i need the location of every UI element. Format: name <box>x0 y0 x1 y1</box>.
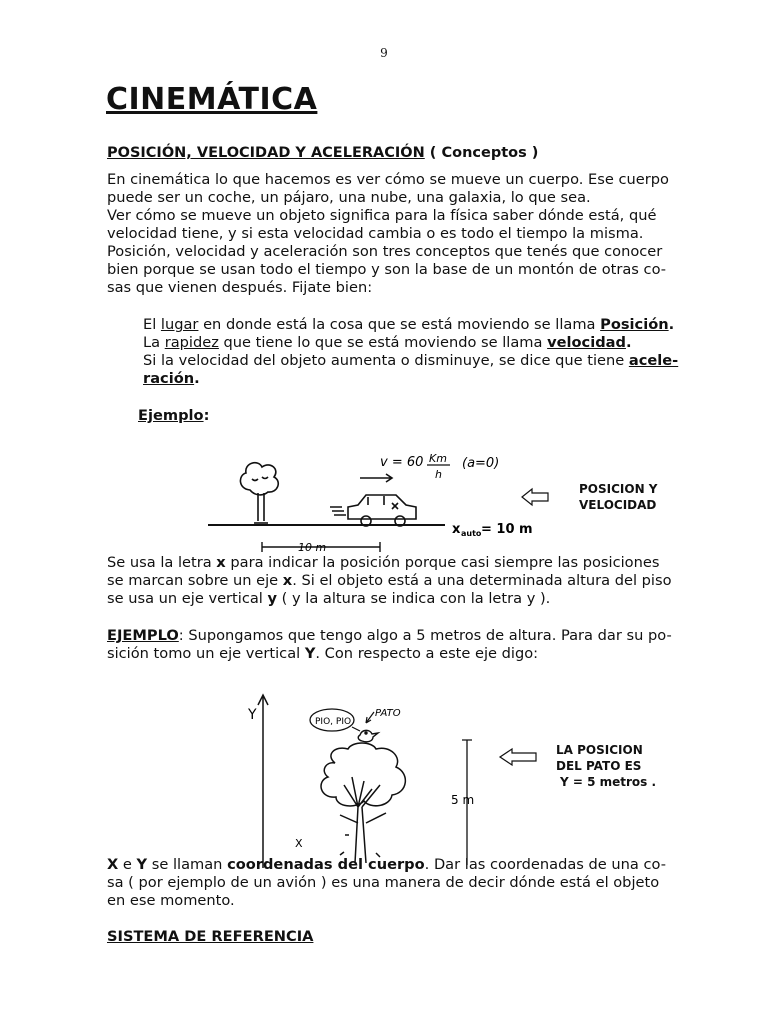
letter-y: y <box>267 590 278 607</box>
text: se llaman <box>147 856 228 873</box>
figure1-caption <box>579 481 658 513</box>
y-axis-arrow <box>258 695 268 868</box>
x-auto-value: = 10 m <box>481 522 533 537</box>
duck-icon <box>358 730 378 741</box>
example-heading: EJEMPLO <box>107 627 179 644</box>
text: . Dar las coordenadas de una co- <box>424 856 666 873</box>
concept-keyword: lugar <box>160 316 199 333</box>
concept-acceleration <box>143 352 703 370</box>
x-auto-subscript: auto <box>461 529 482 538</box>
concept-text: Si la velocidad del objeto aumenta o disminuye, se dice que tiene <box>143 352 629 369</box>
page-title: CINEMÁTICA <box>106 82 318 117</box>
intro-line-1: En cinemática lo que hacemos es ver cómo se mueve un cuerpo. Ese cuerpo <box>107 171 669 188</box>
duck-label: PATO <box>375 708 401 719</box>
figure2-caption-line1: LA POSICION <box>556 743 643 757</box>
text: ( y la altura se indica con la letra y ). <box>277 590 551 607</box>
letter-y: Y <box>136 856 148 873</box>
example-paragraph <box>107 627 697 663</box>
acceleration-note: (a=0) <box>462 456 500 471</box>
intro-paragraph <box>107 171 697 297</box>
velocity-value: v = 60 <box>380 455 424 470</box>
velocity-unit-h: h <box>435 468 442 481</box>
coord-para-line-2: sa ( por ejemplo de un avión ) es una manera de decir dónde está el objeto <box>107 874 660 891</box>
page-number: 9 <box>380 46 388 60</box>
coord-para-line-3: en ese momento. <box>107 892 235 909</box>
x-auto-symbol: x <box>452 522 461 537</box>
example-para-line-1 <box>107 627 697 645</box>
letter-x: x <box>282 572 293 589</box>
axis-para-line-1 <box>107 554 697 572</box>
letter-x: X <box>107 856 119 873</box>
text: sición tomo un eje vertical <box>107 645 305 662</box>
example-label-text: Ejemplo <box>138 407 204 424</box>
concept-text: que tiene lo que se está moviendo se llama <box>218 334 548 351</box>
concept-position <box>143 316 703 334</box>
velocity-unit-km: Km <box>429 452 447 465</box>
text: Se usa la letra <box>107 554 217 571</box>
concept-period: . <box>194 370 200 387</box>
velocity-arrow <box>360 474 392 482</box>
figure2-caption-line2: DEL PATO ES <box>556 759 642 773</box>
axis-para-line-2 <box>107 572 697 590</box>
intro-line-5: Posición, velocidad y aceleración son tres conceptos que tenés que conocer <box>107 243 663 260</box>
example-label <box>138 407 209 424</box>
section-heading-reference-system: SISTEMA DE REFERENCIA <box>107 928 314 945</box>
intro-line-4: velocidad tiene, y si esta velocidad cambia o es todo el tiempo la misma. <box>107 225 644 242</box>
y-axis-label: Y <box>248 707 257 723</box>
example-label-colon: : <box>203 407 210 424</box>
concept-text: La <box>143 334 165 351</box>
figure1-caption-line2: VELOCIDAD <box>579 498 657 512</box>
left-pointing-arrow-icon <box>498 746 540 768</box>
letter-y: Y <box>304 645 316 662</box>
intro-line-3: Ver cómo se mueve un objeto significa para la física saber dónde está, qué <box>107 207 657 224</box>
intro-line-2: puede ser un coche, un pájaro, una nube, una galaxia, lo que sea. <box>107 189 591 206</box>
text: . Con respecto a este eje digo: <box>315 645 539 662</box>
text: se usa un eje vertical <box>107 590 268 607</box>
concept-term-velocidad: velocidad <box>547 334 626 351</box>
car-icon <box>330 495 416 526</box>
text: . Si el objeto está a una determinada altura del piso <box>292 572 672 589</box>
text: para indicar la posición porque casi siempre las posiciones <box>225 554 660 571</box>
duck-pointer-arrow <box>366 712 374 723</box>
concept-text: El <box>143 316 161 333</box>
car-figure <box>200 445 560 565</box>
axis-x-paragraph <box>107 554 697 608</box>
concept-velocity <box>143 334 703 352</box>
letter-x: x <box>216 554 226 571</box>
concepts-block <box>143 316 703 388</box>
tree-duck-figure <box>240 685 490 870</box>
axis-para-line-3 <box>107 590 697 608</box>
tree-large-icon <box>321 743 405 863</box>
section-heading-main: POSICIÓN, VELOCIDAD Y ACELERACIÓN <box>107 145 425 161</box>
section-heading <box>107 145 538 161</box>
figure2-caption <box>556 742 656 790</box>
coordinates-term: coordenadas del cuerpo <box>227 856 425 873</box>
text: se marcan sobre un eje <box>107 572 283 589</box>
distance-label: 10 m <box>298 541 327 554</box>
x-axis-label: X <box>295 837 303 850</box>
concept-period: . <box>668 316 675 333</box>
speech-bubble-text: PIO, PIO <box>315 717 352 727</box>
section-heading-rest: ( Conceptos ) <box>424 145 539 161</box>
coordinates-paragraph <box>107 856 697 910</box>
coord-para-line-1 <box>107 856 697 874</box>
text: : Supongamos que tengo algo a 5 metros de altura. Para dar su po- <box>178 627 672 644</box>
concept-acceleration-cont <box>143 370 703 388</box>
example-para-line-2 <box>107 645 697 663</box>
concept-term-aceleracion-end: ración <box>143 370 195 387</box>
height-label: 5 m <box>451 793 475 807</box>
figure2-caption-line3: Y = 5 metros . <box>560 775 657 789</box>
concept-term-aceleracion: acele- <box>628 352 679 369</box>
left-pointing-arrow-icon <box>522 489 548 505</box>
concept-period: . <box>625 334 632 351</box>
concept-term-posicion: Posición <box>600 316 669 333</box>
tree-small-icon <box>240 463 278 523</box>
intro-line-6: bien porque se usan todo el tiempo y son la base de un montón de otras co- <box>107 261 667 278</box>
figure1-caption-line1: POSICION Y <box>579 482 658 496</box>
text: e <box>118 856 137 873</box>
intro-line-7: sas que vienen después. Fijate bien: <box>107 279 373 296</box>
concept-keyword: rapidez <box>164 334 219 351</box>
concept-text: en donde está la cosa que se está moviendo se llama <box>198 316 601 333</box>
speech-bubble-tail <box>352 727 360 731</box>
